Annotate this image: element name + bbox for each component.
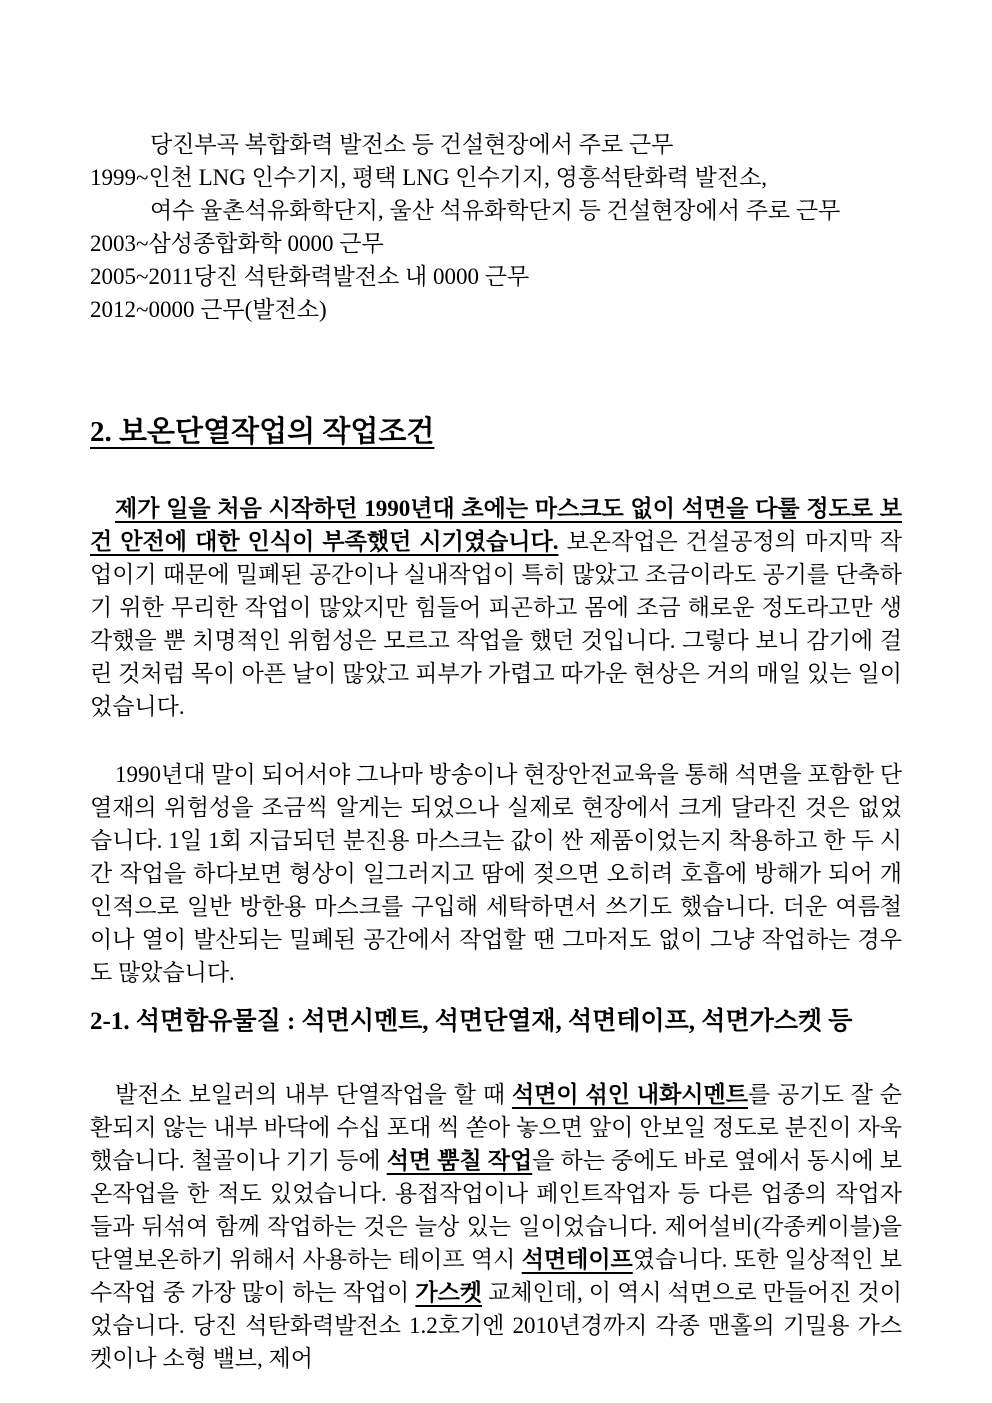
career-line: 1999~인천 LNG 인수기지, 평택 LNG 인수기지, 영흥석탄화력 발전소, (90, 165, 768, 190)
text-run: 교체인데, 이 역시 석면으로 만들어진 것이었습니다. 당진 석탄화력발전소 1.2호기엔 2010년경까지 각종 맨홀의 기밀용 가스켓이나 소형 밸브, 제어 (90, 1280, 902, 1371)
emphasized-term: 석면테이프 (521, 1247, 633, 1272)
career-line: 2005~2011당진 석탄화력발전소 내 0000 근무 (90, 264, 530, 289)
text-run: 1990년대 말이 되어서야 그나마 방송이나 현장안전교육을 통해 석면을 포함한 단열재의 위험성을 조금씩 알게는 되었으나 실제로 현장에서 크게 달라진 것은 없었습니다. 1일 1회 지급되던 분진용 마스크는 값이 싼 제품이었는지 착용하고 한 두 시간 작업을 하다보면 형상이 일그러지고 땀에 젖으면 오히려 호흡에 방해가 되어 개인적으로 일반 방한용 마스크를 구입해 세탁하면서 쓰기도 했습니다. 더운 여름철이나 열이 발산되는 밀폐된 공간에서 작업할 땐 그마저도 없이 그냥 작업하는 경우도 많았습니다. (90, 762, 902, 985)
career-line: 2012~0000 근무(발전소) (90, 297, 327, 322)
career-line: 당진부곡 복합화력 발전소 등 건설현장에서 주로 근무 (150, 132, 674, 157)
text-run: 발전소 보일러의 내부 단열작업을 할 때 (115, 1082, 512, 1107)
paragraph-early-1990s (90, 492, 902, 723)
career-line: 2003~삼성종합화학 0000 근무 (90, 231, 384, 256)
career-history-block (90, 128, 902, 326)
text-run: 을 하는 중에도 바로 옆에서 동시에 보온작업을 한 적도 있었습니다. 용접작업이나 페인트작업자 등 다른 업종의 작업자들과 뒤섞여 함께 작업하는 것은 늘상 있는 일이었습니다. 제어설비(각종케이블)을 단열보온하기 위해서 사용하는 테이프 역시 (90, 1148, 902, 1272)
text-run: 보온작업은 건설공정의 마지막 작업이기 때문에 밀폐된 공간이나 실내작업이 특히 많았고 조금이라도 공기를 단축하기 위한 무리한 작업이 많았지만 힘들어 피곤하고 몸에 조금 해로운 정도라고만 생각했을 뿐 치명적인 위험성은 모르고 작업을 했던 것입니다. 그렇다 보니 감기에 걸린 것처럼 목이 아픈 날이 많았고 피부가 가렵고 따가운 현상은 거의 매일 있는 일이었습니다. (90, 529, 902, 719)
section-heading-work-conditions (90, 414, 902, 450)
text-run: 를 공기도 잘 순환되지 않는 내부 바닥에 수십 포대 씩 쏟아 놓으면 앞이 안보일 정도로 분진이 자욱했습니다. 철골이나 기기 등에 (90, 1082, 902, 1173)
career-line: 여수 율촌석유화학단지, 울산 석유화학단지 등 건설현장에서 주로 근무 (150, 198, 841, 223)
subsection-heading-asbestos-materials: 2-1. 석면함유물질 : 석면시멘트, 석면단열재, 석면테이프, 석면가스켓 등 (90, 1008, 853, 1035)
emphasized-term: 석면 뿜칠 작업 (386, 1148, 533, 1173)
emphasized-term: 가스켓 (415, 1280, 483, 1305)
paragraph-asbestos-materials (90, 1078, 902, 1375)
emphasized-sentence: 제가 일을 처음 시작하던 1990년대 초에는 마스크도 없이 석면을 다룰 정도로 보건 안전에 대한 인식이 부족했던 시기였습니다. (90, 496, 902, 554)
section-heading-text: 2. 보온단열작업의 작업조건 (90, 416, 435, 448)
document-content (90, 0, 902, 1375)
paragraph-late-1990s (90, 758, 902, 989)
text-run: 였습니다. 또한 일상적인 보수작업 중 가장 많이 하는 작업이 (90, 1247, 902, 1305)
emphasized-term: 석면이 섞인 내화시멘트 (511, 1082, 748, 1107)
